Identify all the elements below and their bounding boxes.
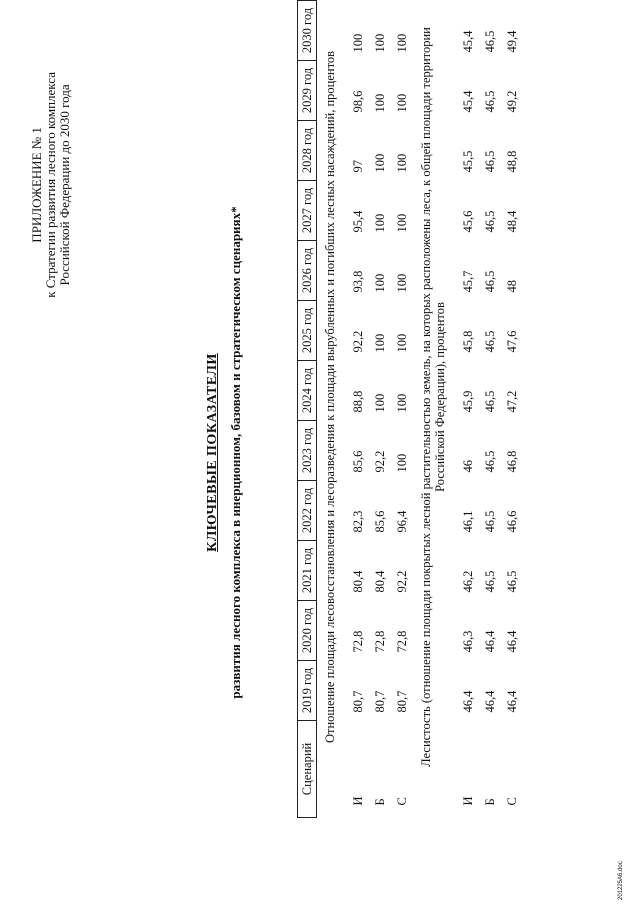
scenario-cell: И — [350, 796, 365, 806]
value-cell: 46,1 — [460, 510, 475, 533]
value-cell: 100 — [394, 453, 409, 473]
value-cell: 46,5 — [482, 30, 497, 53]
value-cell: 80,7 — [372, 690, 387, 713]
value-cell: 46,4 — [504, 630, 519, 653]
appendix-header — [30, 72, 72, 298]
value-cell: 100 — [394, 213, 409, 233]
value-cell: 72,8 — [394, 630, 409, 653]
scenario-cell: С — [394, 797, 409, 806]
value-cell: 97 — [350, 160, 365, 173]
value-cell: 100 — [372, 93, 387, 113]
value-cell: 46,5 — [482, 390, 497, 413]
value-cell: 46,5 — [482, 330, 497, 353]
value-cell: 48,4 — [504, 210, 519, 233]
value-cell: 45,9 — [460, 390, 475, 413]
column-header: Сценарий — [298, 721, 317, 818]
value-cell: 47,2 — [504, 390, 519, 413]
value-cell: 100 — [350, 33, 365, 53]
value-cell: 46,5 — [482, 150, 497, 173]
value-cell: 46,4 — [482, 630, 497, 653]
value-cell: 46,5 — [482, 450, 497, 473]
value-cell: 46,4 — [460, 690, 475, 713]
scenario-cell: С — [504, 797, 519, 806]
value-cell: 46,5 — [504, 570, 519, 593]
value-cell: 47,6 — [504, 330, 519, 353]
value-cell: 100 — [394, 333, 409, 353]
value-cell: 80,4 — [350, 570, 365, 593]
value-cell: 100 — [394, 93, 409, 113]
value-cell: 46,5 — [482, 90, 497, 113]
value-cell: 98,6 — [350, 90, 365, 113]
value-cell: 46,4 — [504, 690, 519, 713]
appendix-ref-line: Российской Федерации до 2030 года — [57, 84, 72, 286]
value-cell: 100 — [372, 393, 387, 413]
table-row — [347, 1, 369, 818]
column-header: 2022 год — [298, 481, 317, 541]
scenario-cell: Б — [482, 798, 497, 806]
column-header: 2023 год — [298, 421, 317, 481]
value-cell: 80,4 — [372, 570, 387, 593]
section-title-row — [413, 1, 457, 818]
column-header: 2030 год — [298, 1, 317, 61]
value-cell: 48,8 — [504, 150, 519, 173]
value-cell: 93,8 — [350, 270, 365, 293]
appendix-ref-line: к Стратегии развития лесного комплекса — [43, 72, 58, 298]
value-cell: 80,7 — [394, 690, 409, 713]
table-header-row — [298, 1, 317, 818]
value-cell: 92,2 — [372, 450, 387, 473]
value-cell: 88,8 — [350, 390, 365, 413]
value-cell: 95,4 — [350, 210, 365, 233]
column-header: 2020 год — [298, 601, 317, 661]
value-cell: 100 — [394, 33, 409, 53]
page-title: КЛЮЧЕВЫЕ ПОКАЗАТЕЛИ — [205, 353, 220, 552]
value-cell: 82,3 — [350, 510, 365, 533]
value-cell: 46,5 — [482, 270, 497, 293]
table-row — [479, 1, 501, 818]
value-cell: 72,8 — [350, 630, 365, 653]
value-cell: 46,2 — [460, 570, 475, 593]
column-header: 2029 год — [298, 61, 317, 121]
section-title: Отношение площади лесовосстановления и лесоразведения к площади вырубленных и погибших лесных насаждений, процентов — [323, 50, 337, 744]
value-cell: 45,7 — [460, 270, 475, 293]
value-cell: 45,4 — [460, 30, 475, 53]
column-header: 2027 год — [298, 181, 317, 241]
section-title: Лесистость (отношение площади покрытых лесной растительностью земель, на которых расположены леса, к общей площади территории Российской Федерации), процентов — [419, 27, 447, 767]
value-cell: 96,4 — [394, 510, 409, 533]
table-row — [501, 1, 523, 818]
column-header: 2026 год — [298, 241, 317, 301]
value-cell: 100 — [372, 153, 387, 173]
scenario-cell: Б — [372, 798, 387, 806]
column-header: 2028 год — [298, 121, 317, 181]
value-cell: 100 — [372, 213, 387, 233]
value-cell: 80,7 — [350, 690, 365, 713]
kpi-table — [297, 0, 523, 818]
appendix-number: ПРИЛОЖЕНИЕ № 1 — [29, 127, 44, 243]
value-cell: 100 — [372, 273, 387, 293]
table-row — [457, 1, 479, 818]
section-title-row — [317, 1, 348, 818]
value-cell: 45,8 — [460, 330, 475, 353]
value-cell: 100 — [372, 333, 387, 353]
file-stamp: 201225A6.doc — [618, 861, 624, 900]
value-cell: 48 — [504, 280, 519, 293]
value-cell: 49,4 — [504, 30, 519, 53]
value-cell: 46,8 — [504, 450, 519, 473]
value-cell: 85,6 — [350, 450, 365, 473]
value-cell: 46 — [460, 460, 475, 473]
value-cell: 46,3 — [460, 630, 475, 653]
value-cell: 46,5 — [482, 570, 497, 593]
value-cell: 100 — [372, 33, 387, 53]
page-subtitle: развития лесного комплекса в инерционном, базовом и стратегическом сценариях* — [228, 206, 243, 699]
value-cell: 45,4 — [460, 90, 475, 113]
scenario-cell: И — [460, 796, 475, 806]
column-header: 2019 год — [298, 661, 317, 721]
value-cell: 45,6 — [460, 210, 475, 233]
value-cell: 45,5 — [460, 150, 475, 173]
table-row — [369, 1, 391, 818]
value-cell: 92,2 — [350, 330, 365, 353]
table-row — [391, 1, 413, 818]
value-cell: 46,5 — [482, 510, 497, 533]
value-cell: 100 — [394, 153, 409, 173]
value-cell: 92,2 — [394, 570, 409, 593]
value-cell: 46,5 — [482, 210, 497, 233]
value-cell: 72,8 — [372, 630, 387, 653]
column-header: 2024 год — [298, 361, 317, 421]
value-cell: 100 — [394, 393, 409, 413]
column-header: 2025 год — [298, 301, 317, 361]
value-cell: 46,4 — [482, 690, 497, 713]
value-cell: 46,6 — [504, 510, 519, 533]
value-cell: 49,2 — [504, 90, 519, 113]
column-header: 2021 год — [298, 541, 317, 601]
value-cell: 100 — [394, 273, 409, 293]
value-cell: 85,6 — [372, 510, 387, 533]
